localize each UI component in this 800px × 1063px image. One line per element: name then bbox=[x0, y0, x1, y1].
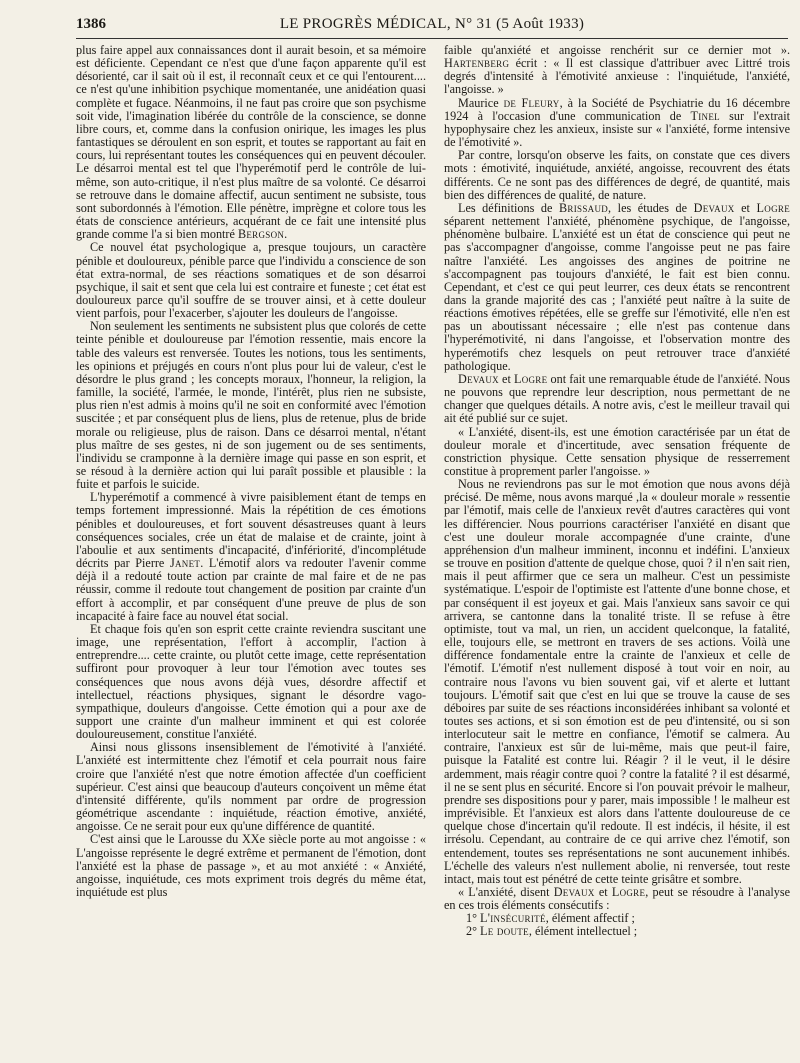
text-run: plus faire appel aux connaissances dont il aurait besoin, et sa mémoire est déficiente. Cependant ce n'est que d'une façon apparente qu'il est désorienté, car il sait où il est, il reconnaît ceux et ce qui l'entourent.... ce n'est qu'une inhibition psychique momentanée, une anidéation quasi complète et fugace. Néanmoins, il ne faut pas croire que son psychisme soit vide, l'imagination libérée du contrôle de la conscience, se donne libre cours, et, comme dans la confusion onirique, les images les plus fantastiques se déroulent en son esprit, et toutes se rapportant au fait en cours, lui représentant toutes les conséquences qui en peuvent découler. Le désarroi mental est tel que l'hyperémotif perd le contrôle de lui-même, son auto-critique, il n'est plus maître de sa volonté. Ce désarroi se retrouve dans le domaine affectif, aucun sentiment ne subsiste, tous sont subordonnés à l'émotion. Elle pénètre, imprègne et colore tous les états de conscience antérieurs, acquérant de ce fait une intensité plus grande comme l'a si bien montré bbox=[76, 44, 426, 242]
left-column bbox=[76, 44, 426, 1054]
text-run: , à la Société de Psychiatrie du 16 décembre 1924 à l'occasion d'une communication de bbox=[444, 95, 790, 123]
author-name: Tinel bbox=[690, 108, 720, 123]
author-name: Janet bbox=[169, 556, 201, 571]
author-name: Devaux bbox=[458, 371, 499, 386]
text-run: et bbox=[498, 371, 514, 386]
text-run: Et chaque fois qu'en son esprit cette crainte reviendra suscitant une image, une représentation, l'effort à accomplir, l'action à entreprendre.... cette crainte, ou plutôt cette image, cette représentation suffiront pour provoquer à leur tour l'émotion avec toutes ses conséquences que nous avons déjà vues, désordre affectif et intellectuel, réactions physiques, signant le désordre vago-sympathique, douleurs d'angoisse. Cette émotion qui a pour axe de support une crainte d'un malheur imminent et qui est colorée douloureusement, constitue l'anxiété. bbox=[76, 621, 426, 742]
author-name: Bergson bbox=[237, 227, 285, 242]
text-run: Par contre, lorsqu'on observe les faits, on constate que ces divers mots : émotivité, inquiétude, anxiété, angoisse, recouvrent des états différents. Ce ne sont pas des différences de degré, de quantité, mais bien des différences de qualité, de nature. bbox=[444, 148, 790, 202]
paragraph bbox=[444, 886, 790, 912]
author-name: Le doute bbox=[480, 924, 529, 939]
text-run: C'est ainsi que le Larousse du XXe siècle porte au mot angoisse : « L'angoisse représente le degré extrême et permanent de l'émotion, dont l'anxiété est la phase de passage », et au mot anxiété : « Anxiété, angoisse, inquiétude, ces mots expriment trois degrés du même état, inquiétude est plus bbox=[76, 832, 426, 899]
author-name: Hartenberg bbox=[444, 56, 510, 71]
text-run: séparent nettement l'anxiété, phénomène psychique, de l'angoisse, phénomène bulbaire. L'anxiété est un état de conscience qui peut ne pas s'accompagner d'angoisse, comme l'angoisse peut ne pas faire naître l'anxiété. Les angoisses des angines de poitrine ne s'accompagnent pas toujours d'anxiété, le fait est bien connu. Cependant, et c'est ce qui peut leurrer, ces deux états se rencontrent dans la grande majorité des cas ; l'anxiété peut naître à la suite de réactions émotives répétées, elle se greffe sur l'émotivité, elle n'en est pas un aboutissant nécessaire ; elle n'est pas contenue dans l'hyperémotivité, ni dans l'angoisse, et l'observation montre des hyperémotifs chez lesquels on peut retrouver trace d'anxiété pathologique. bbox=[444, 214, 790, 373]
author-name: Devaux bbox=[693, 200, 735, 215]
author-name: Logre bbox=[756, 200, 790, 215]
paragraph bbox=[444, 149, 790, 202]
author-name: Brissaud bbox=[559, 200, 609, 215]
text-run: . bbox=[284, 227, 288, 242]
text-run: , élément affectif ; bbox=[545, 911, 635, 926]
author-name: Devaux bbox=[553, 885, 595, 899]
text-run: Nous ne reviendrons pas sur le mot émotion que nous avons déjà précisé. De même, nous avons marqué ,la « douleur morale » ressentie par l'émotif, mais celle de l'anxieux revêt d'autres caractères qui vont les différencier. Nous pourrions caractériser l'anxiété en disant que c'est une douleur morale accompagnée d'une crainte, d'une appréhension d'un malheur imminent, inconnu et indéfini. L'anxieux se trouve en position d'attente de quelque chose, quoi ? il n'en sait rien, mais il peut affirmer que ce sera un malheur. C'est un pessimiste systématique. L'espoir de l'optimiste est l'attente d'une bonne chose, et par conséquent il est joyeux et gai. Mais l'anxieux sans savoir ce qui arrivera, se cantonne dans la tonalité triste. Il se refuse à être optimiste, tout va mal, un rien, un accident quelconque, la fatalité, elle, toujours elle, se mettront en travers de ses actions. Voilà une différence fondamentale entre la crainte de l'anxieux et celle de l'émotif. L'émotif n'est nullement disposé à tout voir en noir, au contraire nous l'avons vu bien souvent gai, vif et alerte et luttant toujours. L'émotif sait que c'est en lui que se trouve la cause de ses déboires par suite de ses réactions inconsidérées inhibant sa volonté et toutes ses actions, et si son émotion est de peu d'intensité, ou si son interlocuteur sait le mettre en confiance, l'émotif se calmera. Au contraire, l'anxieux est sûr de lui-même, mais que peut-il faire, puisque la Fatalité est contre lui. Réagir ? il le veut, il le désire ardemment, mais réagir contre quoi ? contre la fatalité ? il est désarmé, il ne se sent plus en sécurité. Encore si l'on pouvait prévoir le malheur, prendre ses dispositions pour y parer, mais impossible ! le malheur est imprévisible. Et l'anxieux est alors dans l'attente douloureuse de ce quelque chose d'incertain qu'il redoute. Il est indécis, il hésite, il est irrésolu. Cependant, au contraire de ce qui arrive chez l'émotif, son entendement, toutes ses représentations ne sont aucunement inhibés. L'échelle des valeurs n'est nullement abolie, ni renversée, tout reste intact, mais tout est pénétré de cette teinte grisâtre et sombre. bbox=[444, 477, 790, 886]
text-run: 1° bbox=[466, 911, 481, 926]
text-run: . L'émotif alors va redouter l'avenir comme déjà il a redouté toute action par crainte de mal faire et de ne pas réussir, comme il redoute tout changement de position par crainte d'un effort à accomplir, et par conséquent d'une preuve de plus de son incapacité à faire face au nouvel état social. bbox=[76, 556, 426, 623]
text-run: Ainsi nous glissons insensiblement de l'émotivité à l'anxiété. L'anxiété est intermittente chez l'émotif et cela pourrait nous faire croire que l'anxiété n'est que notre émotion affectée d'un coefficient supérieur. C'est ainsi que beaucoup d'auteurs conçoivent un même état d'intensité différente, qu'ils nomment par ordre de progression géométrique ascendante : inquiétude, réaction émotive, anxiété, angoisse. Ce ne serait pour eux qu'une différence de quantité. bbox=[76, 740, 426, 834]
paragraph bbox=[444, 373, 790, 426]
header-rule bbox=[76, 38, 788, 39]
paragraph bbox=[444, 97, 790, 150]
journal-title: LE PROGRÈS MÉDICAL, N° 31 (5 Août 1933) bbox=[279, 16, 585, 32]
text-run: « L'anxiété, disent bbox=[458, 885, 554, 899]
text-run: , peut se résoudre à l'analyse en ces trois éléments consécutifs : bbox=[444, 885, 790, 913]
right-column bbox=[444, 44, 790, 1054]
paragraph bbox=[444, 478, 790, 886]
text-run: , les études de bbox=[608, 200, 694, 215]
paragraph bbox=[444, 44, 790, 97]
text-run: et bbox=[734, 200, 757, 215]
paragraph bbox=[76, 741, 426, 833]
author-name: L'insécurité bbox=[480, 911, 546, 926]
paragraph bbox=[76, 44, 426, 241]
paragraph bbox=[76, 491, 426, 623]
text-run: « L'anxiété, disent-ils, est une émotion caractérisée par un état de douleur morale et d'incertitude, avec sensation fréquente de constriction physique. Cette sensation physique de resserrement constitue à proprement parler l'angoisse. » bbox=[444, 424, 790, 478]
text-run: Ce nouvel état psychologique a, presque toujours, un caractère pénible et douloureux, pénible parce que l'individu a conscience de son état extra-normal, de ses réactions somatiques et de son désarroi psychique, il sait et sent que cela lui est contraire et funeste ; cet état est douloureux parce qu'il souffre de se trouver ainsi, et à cette douleur vient parfois, pour l'exacerber, s'ajouter les douleurs de l'angoisse. bbox=[76, 240, 426, 321]
author-name: Logre bbox=[611, 885, 646, 899]
text-run: 2° bbox=[466, 924, 481, 939]
list-item bbox=[444, 925, 790, 938]
text-run: ont fait une remarquable étude de l'anxiété. Nous ne pouvons que reprendre leur description, nous permettant de ne changer que quelques détails. A notre avis, c'est le meilleur travail qui ait été publié sur ce sujet. bbox=[444, 371, 790, 426]
text-run: faible qu'anxiété et angoisse renchérit sur ce dernier mot ». bbox=[444, 44, 790, 57]
text-run: Les définitions de bbox=[458, 200, 559, 215]
text-run: sur l'extrait hypophysaire chez les anxieux, insiste sur « l'anxiété, forme intensive de l'émotivité ». bbox=[444, 108, 790, 150]
paragraph bbox=[76, 623, 426, 741]
paragraph bbox=[76, 320, 426, 491]
text-run: Non seulement les sentiments ne subsistent plus que colorés de cette teinte pénible et douloureuse par l'émotion ressentie, mais encore la table des valeurs est renversée. Toutes les notions, tous les sentiments, les opinions et préjugés en cours n'ont plus pour lui de valeur, c'est le désordre le plus grand ; les concepts moraux, l'honneur, la religion, la famille, la société, l'armée, le monde, l'intérêt, plus rien ne subsiste, plus rien n'est admis à moins qu'il ne soit en conformité avec l'émotion suscitée ; et par conséquent plus de liens, plus de retenue, plus de bride morale ou religieuse, plus de raison. Dans ce désarroi mental, n'étant plus maître de ses gestes, ni de son jugement ou de ses sentiments, l'individu se cramponne à la dernière image qui passe en son esprit, et se résoud à la dernière action qui lui paraît possible et plausible : la fuite et parfois le suicide. bbox=[76, 319, 426, 492]
author-name: Logre bbox=[513, 371, 548, 386]
paragraph bbox=[76, 241, 426, 320]
page-number: 1386 bbox=[76, 16, 106, 32]
text-run: , élément intellectuel ; bbox=[528, 924, 638, 939]
text-run: L'hyperémotif a commencé à vivre paisiblement étant de temps en temps fortement impressionné. Mais la répétition de ces émotions pénibles et douloureuses, et fort souvent désastreuses quant à leurs conséquences sociales, crée un état de malaise et de crainte, joint à l'aboulie et aux sentiments d'incapacité, d'infériorité, d'incomplétude décrits par Pierre bbox=[76, 490, 426, 571]
paragraph bbox=[76, 833, 426, 899]
text-run: Maurice bbox=[458, 95, 504, 110]
text-run: écrit : « Il est classique d'attribuer avec Littré trois degrés d'intensité à l'émotivité anxieuse : l'inquiétude, l'anxiété, l'angoisse. » bbox=[444, 56, 790, 97]
author-name: de Fleury bbox=[503, 95, 560, 110]
running-header bbox=[76, 14, 788, 36]
text-run: et bbox=[594, 885, 612, 899]
paragraph bbox=[444, 426, 790, 479]
paragraph bbox=[444, 202, 790, 373]
